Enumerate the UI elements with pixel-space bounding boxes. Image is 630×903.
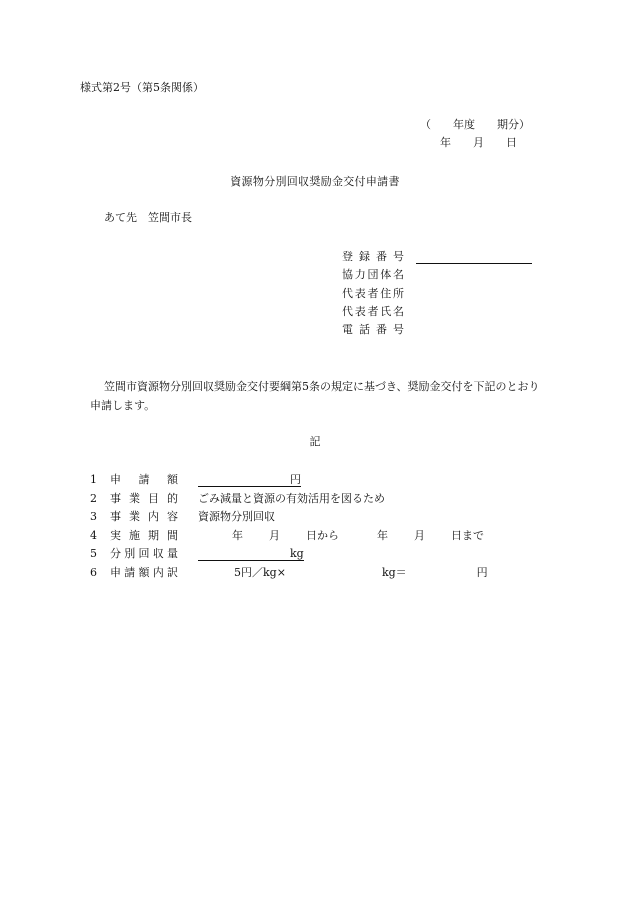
rate-text: 5円／kg×	[234, 566, 286, 579]
period-year-from: 年	[232, 529, 243, 542]
phone-number-label: 電話番号	[342, 323, 404, 336]
document-title: 資源物分別回収奨励金交付申請書	[230, 175, 400, 188]
item-label: 実施期間	[110, 529, 178, 542]
item-number: 4	[90, 529, 97, 542]
representative-name-field	[342, 305, 404, 319]
organization-name-label: 協力団体名	[342, 268, 404, 281]
application-statement: 笠間市資源物分別回収奨励金交付要綱第5条の規定に基づき、奨励金交付を下記のとおり申請します。	[90, 380, 540, 412]
representative-address-label: 代表者住所	[342, 287, 404, 300]
item-label: 申請額	[110, 473, 178, 486]
item-label: 事業内容	[110, 510, 178, 523]
item-number: 2	[90, 492, 97, 505]
item-number: 1	[90, 473, 97, 486]
ki-heading: 記	[309, 435, 321, 448]
collection-amount-line[interactable]	[198, 548, 290, 561]
phone-number-field	[342, 323, 404, 337]
addressee: あて先 笠間市長	[104, 211, 192, 224]
item-collection-amount	[90, 547, 304, 561]
representative-name-label: 代表者氏名	[342, 305, 404, 318]
kg-equals-text: kg＝	[381, 566, 407, 579]
item-label: 事業目的	[110, 492, 178, 505]
item-number: 3	[90, 510, 97, 523]
period-month-from: 月	[269, 529, 280, 542]
yen-suffix: 円	[290, 473, 301, 486]
item-label: 申請額内訳	[110, 566, 178, 579]
registration-number-line[interactable]	[416, 251, 532, 264]
item-value: 資源物分別回収	[198, 510, 275, 523]
period-day-to: 日まで	[451, 529, 484, 542]
item-label: 分別回収量	[110, 547, 178, 560]
item-number: 5	[90, 547, 97, 560]
item-number: 6	[90, 566, 97, 579]
item-purpose	[90, 492, 385, 506]
item-application-amount	[90, 473, 301, 487]
item-period	[90, 529, 484, 543]
date-line: 年 月 日	[440, 136, 517, 149]
representative-address-field	[342, 287, 404, 301]
item-breakdown	[90, 566, 488, 580]
period-month-to: 月	[414, 529, 425, 542]
amount-line[interactable]	[198, 474, 290, 487]
item-content	[90, 510, 275, 524]
item-value: ごみ減量と資源の有効活用を図るため	[198, 492, 385, 505]
registration-number-field	[342, 250, 532, 264]
registration-number-label: 登録番号	[342, 250, 404, 263]
period-day-from: 日から	[306, 529, 339, 542]
period-year-to: 年	[377, 529, 388, 542]
yen-text: 円	[476, 566, 488, 579]
kg-suffix: kg	[290, 547, 304, 560]
fiscal-period-line: （ 年度 期分）	[420, 118, 530, 131]
form-number: 様式第2号（第5条関係）	[80, 81, 204, 94]
organization-name-field	[342, 268, 404, 282]
